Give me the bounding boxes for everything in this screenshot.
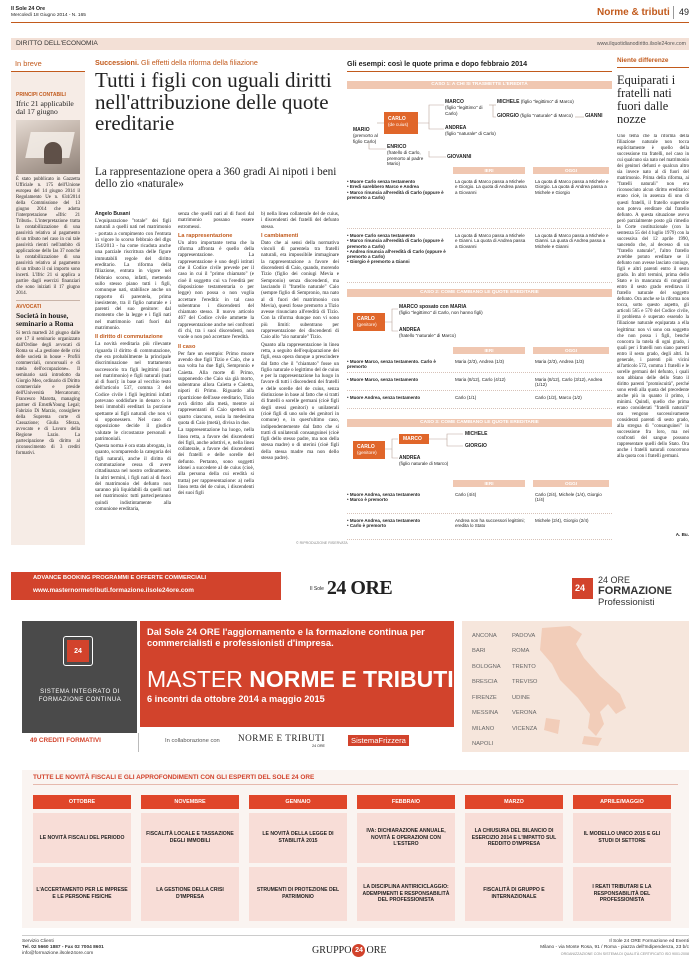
ad-footer-rule [22, 935, 689, 936]
ad-url[interactable]: www.masternormetributi.formazione.ilsole24ore.com [33, 587, 194, 594]
node-andrea: ANDREA (figlio "naturale" di Carlo) [445, 125, 496, 137]
case-1-band: CASO 1: A CHI SI TRASMETTE L'EREDITÀ [347, 81, 612, 89]
condition-item: • Giorgio è premorto a Gianni [347, 259, 410, 265]
sidebar-label: In breve [11, 57, 85, 72]
article-title: Tutti i figli con uguali diritti nell'attribuzione delle quote ereditarie [95, 68, 332, 135]
oggi-result: Maria (8/12), Carlo (3/12), Andrea (1/12) [535, 377, 603, 388]
oggi-header: OGGI [533, 167, 609, 174]
oggi-header-2: OGGI [533, 347, 609, 354]
example-conditions [347, 492, 451, 503]
condition-item: • Eredi sarebbero Marco e Andrea [347, 184, 419, 190]
month-column [141, 795, 239, 921]
brief-kicker: PRINCIPI CONTABILI [16, 92, 66, 98]
condition-item: • Muore Andrea, senza testamento [347, 492, 421, 497]
city-name: NAPOLI [472, 741, 494, 748]
crediti-formativi: 49 CREDITI FORMATIVI [30, 737, 101, 744]
month-topic: LE NOVITÀ FISCALI DEL PERIODO [33, 813, 131, 863]
month-topic: IL MODELLO UNICO 2015 E GLI STUDI DI SETTORE [573, 813, 671, 863]
node-marco: MARCO (figlio "legittimo" di Carlo) [445, 99, 483, 116]
section-band-url[interactable]: www.ilquotidianodiritto.ilsole24ore.com [596, 41, 686, 47]
article-column-3 [261, 211, 339, 546]
condition-item: • Andrea rinuncia all'eredità di Carlo (oppure è premorto a Carlo) [347, 248, 446, 260]
city-list [472, 628, 592, 752]
collab-label: In collaborazione con [165, 738, 220, 744]
city-name: MESSINA [472, 710, 499, 717]
month-column [249, 795, 347, 921]
city-name: UDINE [512, 694, 531, 701]
month-topic: LE NOVITÀ DELLA LEGGE DI STABILITÀ 2015 [249, 813, 347, 863]
article-subtitle: La rappresentazione opera a 360 gradi Ai nipoti i beni dello zio «naturale» [95, 166, 337, 190]
article-subheading: La rappresentazione [178, 232, 233, 239]
article-paragraph: Dato che ai sensi della normativa vincoli di parentela tra fratelli naturali, era impossibile immaginare la rappresentazione a favore dei discendenti di Caio, quando, morendo Tizio (figlio dei coniugi Mevia e Sempronio) senza discendenti, ma lasciando il "fratello naturale" Caio (sempre figlio di Sempronio, ma nato al di fuori del matrimonio con Mevia), questi fosse premorto a Tizio avesse rinunciato all'eredità di Tizio. Con la riforma dunque non vi sono più limiti: subentrano per rappresentazione dei discendenti di Caio allo "zio naturale" Tizio. [261, 239, 339, 341]
example-conditions [347, 179, 451, 200]
condition-item: • Carlo è premorto [347, 523, 387, 529]
city-row [472, 690, 592, 706]
article-paragraph: Quanto alla rappresentazione in linea retta, a seguito dell'equiparazione dei figli, essa opera dunque a prescindere dal fatto che il "chiamato" fosse un figlio naturale o legittimo del de cuius e per la rappresentazione ha luogo in favore di tutti i discendenti dei fratelli e delle sorelle del de cuius, senza distinzione in base al fatto che si tratti di fratelli o sorelle germani (cioè figli degli stessi genitori) o unilaterali (cioè figli di uno solo dei genitori in comune) e, in quest'ultimo caso, indipendentemente dal fatto che si tratti di unilaterali consanguinei (cioè figli dello stesso padre, ma non della stessa madre) o di uterini (cioè figli della stessa madre ma non dello stesso padre). [261, 341, 339, 461]
city-name: MILANO [472, 725, 495, 732]
article-column-1 [95, 218, 171, 546]
city-row [472, 628, 592, 644]
ieri-header-3: IERI [453, 480, 525, 487]
city-row [472, 706, 592, 722]
city-row [472, 737, 592, 753]
node-michele: MICHELE (figlio "legittimo" di Marco) [497, 99, 574, 105]
article-paragraph: L'equiparazione "totale" dei figli naturali a quelli nati nel matrimonio - portata a compimento con l'entrata in vigore lo scorso febbraio del dlgs 154/2013 - ha come ricaduta anche una parziale riscrittura delle figure immutabili regole del diritto ereditario. La riforma della filiazione, entrata in vigore nel febbraio scorso, infatti, mettendo sullo stesso piano tutti i figli, comunque nati, stabilisce anche un rapporto di parentela, prima inesistente, tra il figlio naturale e i parenti del suo genitore: dal momento che la legge e i figli nati nel matrimonio nati fuori dal matrimonio. [95, 218, 171, 332]
right-sidebar [617, 57, 689, 547]
city-row [472, 659, 592, 675]
brief-text: È stato pubblicato in Gazzetta Ufficiale n. 175 dell'Unione europea del 14 giugno 2014 il Regolamento Ue n. 634/2014 della Commissione del 13 giugno 2014 che adotta l'interpretazione «Ifric 21 Tributi». L'interpretazione tratta la contabilizzazione di una passività relativa al pagamento di un tributo nel caso in cui tale passività rientri nell'ambito di applicazione dello Ias 37 nonché la contabilizzazione di una passività relativa al pagamento di un tributo il cui importo sono incerti. L'Ifric 21 si applica a partire dagli esercizi finanziari che sono iniziati il 17 giugno 2014. [16, 177, 80, 296]
node-enrico: ENRICO (fratello di Carlo, premorto al padre Mario) [387, 144, 424, 166]
example-conditions [347, 395, 451, 400]
node-marco-2: MARCO sposato con MARIA (figlio "legittimo" di Carlo, non hanno figli) [399, 304, 483, 316]
month-topic: L'ACCERTAMENTO PER LE IMPRESE E LE PERSONE FISICHE [33, 867, 131, 921]
node-mario: MARIO (premorto al figlio Carlo) [353, 127, 378, 144]
info-divider [138, 733, 139, 752]
row-divider [347, 408, 612, 409]
oggi-header-3: OGGI [533, 480, 609, 487]
formazione-logo-mark-text: 24 [575, 583, 586, 593]
article-paragraph: Un altro importante tema che la riforma affronta è quello della rappresentazione. La rappresentazione è uno degli istituti che il Codice civile prevede per il caso in cui il "primo chiamato" (e cioè il soggetto cui va l'eredità per disposizione testamentaria o per legge) non possa o non voglia accettare l'eredità: in tal caso subentrano i discendenti del chiamato stesso. Il nuovo articolo 467 del Codice civile ammette la rappresentazione anche nei confronti di chi, tra i suoi discendenti, non vuole o non può accettare l'eredità. [178, 239, 254, 341]
article-subheading: Il diritto di commutazione [95, 334, 163, 341]
oggi-result: La quota di Marco passa a Michele e Giorgio. La quota di Andrea passa a Michele e Giorgio [535, 179, 609, 195]
node-carlo-3: CARLO (genitore) [357, 444, 377, 456]
oggi-result: Michele (2/4), Giorgio (2/4) [535, 518, 589, 523]
section-band [11, 38, 689, 50]
norme-tributi-logo: NORME E TRIBUTI 24 ORE [238, 733, 325, 748]
brief-text: Si terrà martedì 24 giugno dalle ore 17 il seminario organizzato dall'Ordine degli avvocati di Roma su «La gestione delle crisi delle società in house - Profili commerciali, concorsuali e di tutela dell'occupazione». Il seminario sarà introdotto da Giorgio Meo, ordinario di Diritto commerciale e preside dell'Università Mercatorum; Francesco Marotta, managing partner di Ernst&Young Legal; Fabrizio Di Marzio, consigliere della Suprema corte di Cassazione; Giulia Sfezza, avvocato e di Lavoro della Regione Lazio. La partecipazione dà diritto al riconoscimento di 3 crediti formativi. [16, 331, 80, 456]
city-row [472, 721, 592, 737]
months-title: TUTTE LE NOVITÀ FISCALI E GLI APPROFONDIMENTI CON GLI ESPERTI DEL SOLE 24 ORE [33, 774, 315, 781]
example-conditions [347, 359, 451, 370]
example-conditions [347, 233, 451, 265]
city-name: FIRENZE [472, 694, 497, 701]
node-gianni: GIANNI [585, 113, 603, 119]
row-divider [347, 390, 612, 391]
article-subheading: Il caso [178, 343, 196, 350]
article-author: Angelo Busani [95, 211, 131, 217]
city-name: BRESCIA [472, 679, 498, 686]
row-divider [347, 513, 612, 514]
examples-title: Gli esempi: così le quote prima e dopo febbraio 2014 [347, 57, 612, 72]
brief-title: Ifric 21 applicabile dal 17 giugno [16, 99, 74, 117]
example-conditions [347, 377, 451, 382]
masthead: Il Sole 24 Ore [11, 6, 46, 12]
city-name: BOLOGNA [472, 663, 501, 670]
condition-item: • Muore Andrea, senza testamento [347, 518, 421, 523]
ieri-result: Maria (2/3), Andrea (1/3) [455, 359, 505, 364]
month-column [357, 795, 455, 921]
service-contacts: Servizio Clienti Tel. 02 5660 1887 - Fax 02 7004 8601 info@formazione.ilsole24ore.com [22, 939, 104, 957]
node-giovanni: GIOVANNI [447, 154, 472, 160]
ieri-result: Maria (8/12), Carlo (4/12) [455, 377, 506, 382]
master-subtitle: 6 incontri da ottobre 2014 a maggio 2015 [147, 694, 325, 704]
frizzera-logo: SistemaFrizzera [348, 735, 409, 746]
master-headline: Dal Sole 24 ORE l'aggiornamento e la formazione continua per commercialisti e professionisti d'impresa. [147, 626, 425, 648]
month-topic: I REATI TRIBUTARI E LA RESPONSABILITÀ DEL PROFESSIONISTA [573, 867, 671, 921]
ieri-result: Carlo (4/4) [455, 492, 477, 497]
month-header: NOVEMBRE [141, 795, 239, 809]
node-marco-3: MARCO [403, 436, 422, 442]
article-subheading: I cambiamenti [261, 232, 299, 239]
gruppo-24-ore-logo: GRUPPO 24 ORE [312, 945, 387, 956]
city-name: ANCONA [472, 632, 497, 639]
month-column [33, 795, 131, 921]
city-name: ROMA [512, 648, 530, 655]
node-carlo-2: CARLO (genitore) [357, 316, 377, 328]
month-column [573, 795, 671, 921]
article-paragraph: senza che quelli nati al di fuori dal matrimonio possano essere estromessi. [178, 211, 254, 230]
ieri-result: La quota di Marco passa a Michele e Giorgio. La quota di Andrea passa a Giovanni [455, 179, 527, 195]
brief-kicker: AVVOCATI [16, 304, 42, 311]
article-paragraph: La novità ereditaria più rilevante riguarda il diritto di commutazione, che era probabilmente la principale discriminazione nel trattamento successorio tra figli legittimi (nati nel matrimonio) e figli naturali (nati al di fuori): in base al vecchio testo dell'articolo 537, comma 3 del Codice civile i figli legittimi infatti potevano soddisfare in denaro o in beni immobili ereditari la porzione spettante ai figli naturali che non vi si opponessero. Nel caso di opposizione decide il giudice valutate le circostanze personali e patrimoniali. [95, 341, 171, 442]
right-kicker: Niente differenze [617, 57, 689, 68]
node-carlo: CARLO (de cuius) [388, 116, 409, 128]
month-topic: STRUMENTI DI PROTEZIONE DEL PATRIMONIO [249, 867, 347, 921]
node-andrea-2: ANDREA (fratello "naturale" di Marco) [399, 327, 456, 339]
formazione-brand: 24 ORE FORMAZIONE Professionisti [598, 575, 672, 608]
city-name: VICENZA [512, 725, 538, 732]
month-column [465, 795, 563, 921]
ieri-header-2: IERI [453, 347, 525, 354]
ieri-result: La quota di Marco passa a Michele e Gianni. La quota di Andrea passa a Giovanni [455, 233, 526, 249]
month-header: FEBBRAIO [357, 795, 455, 809]
condition-item: • Marco rinuncia all'eredità di Carlo (oppure è premorto a Carlo) [347, 189, 444, 200]
copyright: © RIPRODUZIONE RISERVATA [296, 541, 348, 545]
section-band-title: DIRITTO DELL'ECONOMIA [16, 40, 98, 47]
month-topic: LA CHIUSURA DEL BILANCIO DI ESERCIZIO 2014 E L'IMPATTO SUL REDDITO D'IMPRESA [465, 813, 563, 863]
page-number: 49 [679, 7, 690, 17]
oggi-result: Maria (2/3), Andrea (1/3) [535, 359, 585, 364]
article-column-2 [178, 211, 254, 546]
month-topic: IVA: DICHIARAZIONE ANNUALE, NOVITÀ E OPERAZIONI CON L'ESTERO [357, 813, 455, 863]
sistema-badge: 24 [63, 636, 93, 666]
month-topic: LA DISCIPLINA ANTIRICICLAGGIO: ADEMPIMENTI E RESPONSABILITÀ DEL PROFESSIONISTA [357, 867, 455, 921]
condition-item: • Marco rinuncia all'eredità di Carlo (oppure è premorto a Carlo) [347, 238, 444, 249]
city-name: PADOVA [512, 632, 536, 639]
case-2-tree-lines [347, 297, 447, 347]
city-row [472, 644, 592, 660]
row-divider [347, 228, 612, 229]
condition-item: • Muore Marco, senza testamento. Carlo è premorto [347, 359, 436, 370]
month-header: APRILE/MAGGIO [573, 795, 671, 809]
ieri-result: Carlo (1/1) [455, 395, 477, 400]
master-title: MASTER NORME E TRIBUTI [147, 666, 454, 692]
section-name: Norme & tributi [597, 7, 670, 18]
month-topic: LA GESTIONE DELLA CRISI D'IMPRESA [141, 867, 239, 921]
sidebar-in-breve [11, 57, 85, 545]
right-title: Equiparati i fratelli nati fuori dalle nozze [617, 73, 676, 126]
row-divider [347, 539, 612, 540]
condition-item: • Muore Carlo senza testamento [347, 233, 416, 238]
month-header: MARZO [465, 795, 563, 809]
node-andrea-3: ANDREA (figlio naturale di Marco) [399, 455, 449, 467]
issue-date: Mercoledì 18 Giugno 2014 - N. 165 [11, 13, 86, 18]
city-name: BARI [472, 648, 486, 655]
brief-title: Società in house, seminario a Roma [16, 311, 74, 329]
case-1-tree-lines [347, 57, 612, 167]
month-topic: FISCALITÀ LOCALE E TASSAZIONE DEGLI IMMOBILI [141, 813, 239, 863]
month-header: GENNAIO [249, 795, 347, 809]
city-row [472, 675, 592, 691]
condition-item: • Muore Andrea, senza testamento [347, 395, 421, 400]
example-conditions [347, 518, 451, 529]
ieri-result: Andrea non ha successori legittimi; eredita lo Stato [455, 518, 525, 529]
month-topic: FISCALITÀ DI GRUPPO E INTERNAZIONALE [465, 867, 563, 921]
node-giorgio: GIORGIO (figlio "naturale" di Marco) [497, 113, 573, 119]
sistema-text: SISTEMA INTEGRATO DI FORMAZIONE CONTINUA [38, 689, 122, 703]
right-text: Uno tema che la riforma della filiazione naturale non tocca esplicitamente è quello della successione tra fratelli, nel caso in cui qualcuno sia nato nel matrimonio dei genitori defunti e qualcun altro sia invece nato al di fuori del matrimonio. Prima della riforma, ai "fratelli naturali" non era riconosciuto alcun diritto ereditario: erano cioè, in assenza di uno di questi fratelli, il fratello superstite non poteva ereditare dal fratello defunto. A questa situazione aveva però parzialmente posto già rimedio la Corte costituzionale (con la sentenza 55 del 4 luglio 1979) con la successiva del 12 aprile 1990, sancendo che, al decesso di un "fratello naturale", l'altro fratello avrebbe potuto ereditare se il defunto non avesse lasciato coniuge, figli e altri parenti entro il sesto grado. In altri termini, prima dello Stato e in mancanza di congiunti entro il sesto grado ereditava il fratello naturale del soggetto defunto. Ora anche se la riforma non tocca, sotto questo aspetto, gli articoli 565 e 570 del Codice civile, il problema è superato essendo la filiazione naturale equiparata a ella legittima: non vi sono ora soggetto che non possa i figli, benché concorra la tutela di ogni grado, i quali per i fratelli non siano parenti entro il sesto grado, degli altri. In generale, i parenti più vicini all'articolo 572, comma 1 fratelli e le sorelle germani del defunto, i quali non abbiano delle dello Stato il diritto parenti "promiscuità", perché sono eredi alla quota del precedente anche più in quanto il primo, i minimi. Quindi, quello che prima erano considerati "fratelli naturali" ora vengono successivamente considerati parenti di sesto grado, alla stregua di "consanguinei" in successione fra loro, ma nei confronti del sangue possono rappresentare quelli dello Stato. Ora anche i fratelli naturali concorrono alla quota con i fratelli germani. [617, 134, 689, 460]
city-name: VERONA [512, 710, 537, 717]
article-paragraph: b) nella linea collaterale del de cuius, i discendenti dei fratelli del defunto stesso. [261, 211, 339, 230]
organizer-info: Il Sole 24 ORE Formazione ed Eventi Milano - via Monte Rosa, 91 / Roma - piazza dell'Indipendenza, 23 b/c ORGANIZZAZIONE CON SISTEMA DI QUALITÀ CERTIFICATO ISO 9001:2008 [540, 939, 689, 957]
month-header: OTTOBRE [33, 795, 131, 809]
row-divider [347, 372, 612, 373]
condition-item: • Muore Carlo senza testamento [347, 179, 416, 184]
examples-infographic [347, 57, 612, 547]
right-signature: A. Bu. [675, 532, 689, 537]
city-name: TREVISO [512, 679, 538, 686]
condition-item: • Marco è premorto [347, 497, 388, 503]
ad-booking: ADVANCE BOOKING PROGRAMMI E OFFERTE COMMERCIALI [33, 575, 207, 581]
case-3-tree-lines [347, 427, 477, 472]
ad-sole-logo: Il Sole 24 ORE [310, 577, 393, 599]
case-3-band: CASO 3: COME CAMBIANO LE QUOTE EREDITARIE [347, 419, 612, 427]
case-2-band: CASO 2: COME CAMBIANO LE QUOTE EREDITARIE [347, 289, 612, 297]
brief-photo [16, 120, 80, 174]
node-giorgio-3: GIORGIO [465, 443, 487, 449]
city-name: TRENTO [512, 663, 536, 670]
article-paragraph: Questa norma è ora stata abrogata, in quanto, scomparendo la categoria dei figli naturali, anche il diritto di commutazione cessa di avere cittadinanza nel nostro ordinamento. In altri termini, i figli nati al di fuori del matrimonio del defunto non saranno più liquidabili da quelli nati nel matrimonio: tutti parteciperanno quindi indistintamente alla comunione ereditaria, [95, 443, 171, 513]
oggi-result: Carlo (2/4), Michele (1/4), Giorgio (1/4) [535, 492, 602, 503]
header-rule [11, 22, 689, 23]
oggi-result: La quota di Marco passa a Michele e Gianni. La quota di Andrea passa a Michele e Gianni [535, 233, 609, 249]
ieri-header: IERI [453, 167, 525, 174]
article-kicker: Successioni. Gli effetti della riforma della filiazione [95, 58, 258, 67]
article-paragraph: Per fare un esempio: Primo muore avendo due figli Tizio e Caio, che a sua volta ha due figli, Sempronio e Caietta. Alla morte di Primo, supponendo che Caio sia già morto, subentrano allora Caietta e Caietta, nipoti di Primo. Riguardo alla ripartizione dell'asse ereditario, Tizio avrà diritto alla metà, mentre ai rappresentanti di Caio spetterà un quarto ciascuno, ossia la medesima quota di Caio (metà), divisa in due. [178, 350, 254, 426]
months-title-rule [33, 784, 678, 785]
row-divider [347, 282, 612, 283]
node-michele-3: MICHELE [465, 431, 488, 437]
article-paragraph: La rappresentazione ha luogo, nella linea retta, a favore dei discendenti dei figli, anche adottivi, e, nella linea collaterale, a favore dei discendenti dei fratelli e delle sorelle del defunto. Pertanto, sono soggetti idonei a succedere al de cuius (cioè, alla persona della cui eredità si tratta) per rappresentazione: a) nella linea retta del de cuius, i discendenti dei suoi figli [178, 427, 254, 497]
header-divider [673, 6, 674, 19]
condition-item: • Muore Marco, senza testamento [347, 377, 419, 382]
oggi-result: Carlo (1/2), Marco (1/2) [535, 395, 582, 400]
